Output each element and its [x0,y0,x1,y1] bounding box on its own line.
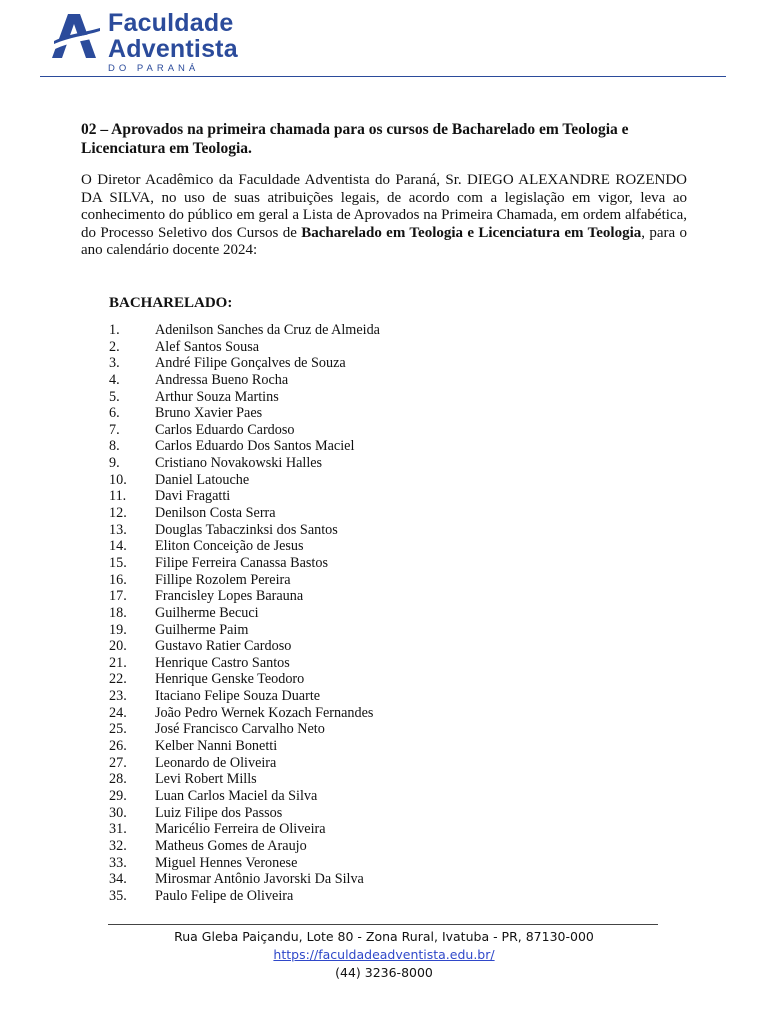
list-item-name: Itaciano Felipe Souza Duarte [155,688,321,705]
approved-list [109,322,380,904]
list-item-number: 26. [109,738,127,755]
list-item [109,472,380,489]
list-item-name: Cristiano Novakowski Halles [155,455,323,472]
list-item-name: Henrique Castro Santos [155,654,290,671]
section-heading-bacharelado: BACHARELADO: [109,295,233,311]
list-item [109,755,380,772]
list-item-name: Miguel Hennes Veronese [155,854,298,871]
list-item-name: Filipe Ferreira Canassa Bastos [155,554,328,571]
list-item-number: 24. [109,704,127,721]
list-item-number: 34. [109,871,127,888]
list-item-number: 20. [109,638,127,655]
list-item [109,821,380,838]
outro-text: , para o ano calendário docente 2024: [81,224,687,259]
list-item-number: 18. [109,604,127,621]
list-item-number: 6. [109,405,120,422]
list-item-number: 17. [109,588,127,605]
intro-text: O Diretor Acadêmico da Faculdade Adventista do Paraná, Sr. DIEGO ALEXANDRE ROZENDO DA SILVA, no uso de suas atribuições legais, de acordo com a legislação em vigor, leva ao conhecimento do público em geral a Lista de Aprovados na Primeira Chamada, em ordem alfabética, do Processo Seletivo dos Cursos de [81,172,687,241]
list-item-name: Guilherme Becuci [155,604,259,621]
footer-divider [108,924,658,925]
list-item-number: 27. [109,754,127,771]
list-item [109,555,380,572]
list-item-name: Guilherme Paim [155,621,249,638]
list-item [109,422,380,439]
list-item [109,622,380,639]
footer-website-link[interactable]: https://faculdadeadventista.edu.br/ [273,947,495,962]
list-item [109,538,380,555]
list-item-number: 33. [109,854,127,871]
list-item-name: Gustavo Ratier Cardoso [155,638,292,655]
list-item [109,638,380,655]
list-item [109,605,380,622]
list-item-name: Arthur Souza Martins [155,388,279,405]
list-item-number: 25. [109,721,127,738]
list-item [109,488,380,505]
list-item-name: Mirosmar Antônio Javorski Da Silva [155,871,364,888]
list-item-name: Fillipe Rozolem Pereira [155,571,291,588]
list-item [109,438,380,455]
list-item-number: 9. [109,455,120,472]
list-item-number: 30. [109,804,127,821]
list-item [109,372,380,389]
list-item [109,671,380,688]
list-item-name: José Francisco Carvalho Neto [155,721,325,738]
list-item [109,339,380,356]
list-item-number: 11. [109,488,127,505]
list-item-name: Daniel Latouche [155,471,250,488]
list-item-name: João Pedro Wernek Kozach Fernandes [155,704,374,721]
list-item-name: Andressa Bueno Rocha [155,371,289,388]
list-item-name: Carlos Eduardo Cardoso [155,421,295,438]
list-item-name: André Filipe Gonçalves de Souza [155,355,346,372]
list-item [109,655,380,672]
list-item-name: Levi Robert Mills [155,771,257,788]
list-item-number: 31. [109,821,127,838]
list-item [109,705,380,722]
list-item [109,721,380,738]
list-item [109,838,380,855]
document-footer [0,928,768,982]
list-item-number: 8. [109,438,120,455]
list-item-number: 15. [109,554,127,571]
list-item [109,855,380,872]
list-item [109,805,380,822]
list-item [109,355,380,372]
list-item-number: 12. [109,505,127,522]
list-item [109,788,380,805]
list-item-name: Luiz Filipe dos Passos [155,804,283,821]
list-item [109,871,380,888]
list-item [109,522,380,539]
list-item-name: Luan Carlos Maciel da Silva [155,787,318,804]
list-item-name: Eliton Conceição de Jesus [155,538,304,555]
list-item-number: 10. [109,471,127,488]
footer-phone: (44) 3236-8000 [335,965,433,980]
list-item [109,389,380,406]
list-item-name: Maricélio Ferreira de Oliveira [155,821,326,838]
list-item-number: 5. [109,388,120,405]
list-item-name: Douglas Tabaczinksi dos Santos [155,521,338,538]
list-item-name: Adenilson Sanches da Cruz de Almeida [155,322,380,338]
list-item-number: 2. [109,338,120,355]
list-item-number: 28. [109,771,127,788]
list-item-number: 29. [109,787,127,804]
list-item-number: 4. [109,371,120,388]
list-item-number: 13. [109,521,127,538]
list-item [109,738,380,755]
brand-name-line1: Faculdade [108,9,234,37]
list-item [109,588,380,605]
list-item [109,455,380,472]
list-item [109,405,380,422]
logo-a-icon [50,14,102,60]
list-item [109,771,380,788]
list-item-name: Henrique Genske Teodoro [155,671,305,688]
list-item-number: 1. [109,322,120,338]
list-item-number: 19. [109,621,127,638]
list-item-number: 21. [109,654,127,671]
footer-address: Rua Gleba Paiçandu, Lote 80 - Zona Rural, Ivatuba - PR, 87130-000 [174,929,594,944]
list-item-number: 14. [109,538,127,555]
courses-bold-text: Bacharelado em Teologia e Licenciatura em Teologia [301,224,642,241]
brand-name-line2: Adventista [108,35,238,63]
document-title: 02 – Aprovados na primeira chamada para os cursos de Bacharelado em Teologia e Licenciatura em Teologia. [81,121,629,157]
list-item [109,572,380,589]
list-item [109,888,380,905]
brand-subtitle: DO PARANÁ [108,63,200,74]
document-header [0,0,768,80]
list-item-name: Davi Fragatti [155,488,231,505]
list-item-name: Paulo Felipe de Oliveira [155,887,294,904]
list-item-name: Francisley Lopes Barauna [155,588,304,605]
list-item [109,505,380,522]
list-item-name: Alef Santos Sousa [155,338,260,355]
list-item-number: 35. [109,887,127,904]
list-item-name: Kelber Nanni Bonetti [155,738,278,755]
list-item-name: Carlos Eduardo Dos Santos Maciel [155,438,355,455]
intro-paragraph [81,172,687,260]
header-divider [40,76,726,77]
list-item-number: 22. [109,671,127,688]
list-item-name: Denilson Costa Serra [155,505,276,522]
list-item [109,322,380,339]
list-item [109,688,380,705]
list-item-number: 23. [109,688,127,705]
list-item-number: 32. [109,837,127,854]
list-item-number: 7. [109,421,120,438]
list-item-name: Matheus Gomes de Araujo [155,837,307,854]
list-item-number: 3. [109,355,120,372]
list-item-name: Bruno Xavier Paes [155,405,263,422]
list-item-number: 16. [109,571,127,588]
list-item-name: Leonardo de Oliveira [155,754,277,771]
